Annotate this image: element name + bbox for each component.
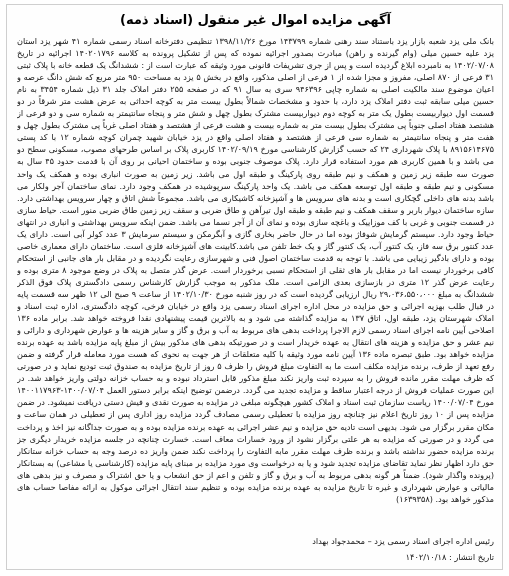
date-row (17, 551, 494, 563)
signature-row (17, 535, 494, 547)
notice-title: آگهی مزایده اموال غیر منقول (اسناد ذمه) (120, 13, 391, 28)
signature: رئیس اداره اجرای اسناد رسمی یزد – محمدجواد بهداد (312, 536, 494, 546)
publish-date: تاریخ انتشار : ۱۴۰۲/۱۰/۱۸ (405, 552, 494, 562)
notice-body: بانک ملی یزد شعبه بازار یزد باستناد سند رهنی شماره ۱۴۳۷۹۹ مورخ ۱۳۹۸/۱۱/۲۶ تنظیمی دفترخانه اسناد رسمی شماره ۴۱ شهر یزد استان یزد علیه حسین میلی (وام گیرنده و راهن) مبادرت بصدور اجرائیه نموده که پس از تشکیل پرونده به کلاسه ۱۴۰۲۰۱۷۹۶ اجرائیه در تاریخ ۱۴۰۲/۰۷/۰۸ به نامبرده ابلاغ گردیده است و پس از جری تشریفات قانونی مورد وثیقه که عبارت است از : ششدانگ یک قطعه خانه با پلاک ثبتی ۳۱ فرعی از ۸۷۰ اصلی، مفروز و مجزا شده از ۱ فرعی از اصلی مذکور، واقع در بخش ۵ یزد به مساحت ۹۵۰ متر مربع که شش دانگ عرصه و اعیان موضوع سند مالکیت اصلی به شماره چاپی ۹۴۶۳۹۶ سری به سال ۹۱ که در صفحه ۲۵۵ دفتر املاک جلد ۳۱ ذیل شماره ۳۴۵۴ به نام حسین میلی سابقه ثبت دفتر املاک یزد دارد، با حدود و مشخصات شمالاً بطول بیست متر به کوچه احداثی به عرض هشت متر شرقاً در دو قسمت اول دیواربیست بطول یک متر به کوچه دوم دیواربیست مشترک بطول چهل و شش متر و پنجاه سانتیمتر به شماره سی و دو فرعی از هشتصد هفتاد اصلی جنوباً پی مشترک بطول بیست متر به شماره بیست و هشت فرعی از هشتصد و هفتاد اصلی غرباً پی مشترک بطول چهل و هفت متر و پنجاه سانتیمتر به شماره سی فرعی از هشتصد و هفتاد اصلی واقع در یزد خیابان شهید چمران کوچه شماره ۱۲ با کد پستی ۸۹۱۵۶۱۴۶۷۵ با پلاک شهرداری ۲۴ که حسب گزارش کارشناسی مورخ ۱۴۰۲/۰۹/۱۹ کاربری پلاک بر اساس طرحهای مصوب، مسکونی سطح دو می باشد و با همین کاربری هم مورد استفاده قرار دارد. پلاک موصوف جنوبی بوده و ساختمان احیانی بر روی آن با قدمت حدود ۴۵ سال به صورت سه طبقه زیر زمین و همکف و نیم طبقه روی پارکینگ و طبقه اول می باشد. زیر زمین به صورت انباری بوده و همکف یک واحد مسکونی و نیم طبقه و طبقه اول توسعه همکف می باشد. یک واحد پارکینگ سرپوشیده در همکف وجود دارد. نمای ساختمان آجر ولکار می باشد بدنه های داخلی گچکاری است و بدنه های سرویس ها و آشپزخانه کاشیکاری می باشد. مجموعاً شش اتاق و چهار سرویس بهداشتی دارد. سازه ساختمان دیوار باربر و سقف همکف و نیم طبقه و طبقه اول تیرآهن و طاق ضربی و سقف زیر زمین طاق ضربی منور است. حیاط سازی در قسمت جنوبی و غربی با کف موزاییک و باغچه سازی بوده و نمای آن از آجر نسما می باشد. ضمن اینکه سرویس بهداشتی و انباری در انتهای حیاط وجود دارد. سیستم گرمایش شوفاژ بوده اما در حال حاضر بخاری گازی و آبگرمکن و سیستم سرمایش ۳ عدد کولر آبی است. دارای یک عدد کنتور برق سه فاز، یک کنتور آب، یک کنتور گاز و یک خط تلفن می باشد.کابینت های آشپزخانه فلزی است. ساختمان دارای معماری خاصی بوده و دارای بادگیر زیبایی می باشد. با توجه به قدمت ساختمان اصول فنی و شهرسازی رعایت نگردیده و در مقابل بار های جانبی از استحکام کافی برخوردار نیست اما در مقابل بار های ثقلی از استحکام نسبی برخوردار است. عرض گذر متصل به پلاک در وضع موجود ۸ متری بوده و رعایت عرض گذر ۱۲ متری در بازسازی بعدی الزامی است. ملک مذکور به موجب گزارش کارشناس رسمی دادگستری پلاک فوق الذکر ششدانگ به مبلغ ۲۹،۰۳۶،۵۵۰،۰۰۰ ریال ارزیابی گردیده است که در روز شنبه مورخ ۱۴۰۲/۱۰/۳۰ از ساعت ۹ صبح الی ۱۲ ظهر سه قسمت پایه در قبال طلب بهزیه اجرائی و حق مزایده در محل اداره اجرای اسناد رسمی یزد واقع در خیابان فرخی، کوچه دادگستری، اداره ثبت اسناد و املاک شهرستان یزد، طبقه اول، اتاق ۱۳۷ به مزایده گذاشته می شود و به بالاترین قیمت پیشنهادی نقدا فروخته خواهد شد. برابر ماده ۱۳۶ اصلاحی آیین نامه اجرای اسناد رسمی لازم الاجرا پرداخت بدهی های مربوط به آب و برق و گاز و سایر هزینه ها و عوارض شهرداری و دارائی و نیم عشر و حق مزایده و هزینه های انتقال به عهده خریدار است و در صورتیکه بدهی های مذکور بیش از مبلغ پایه مزایده باشد به عهده برنده مزایده خواهد بود. طبق تبصره ماده ۱۳۶ آیین نامه مورد وثیقه با کلیه متعلقات از هر جهت به نحوی که هست مورد معامله قرار گرفته و ضمن رفع تعهد از طرف، برنده مزایده مکلف است ما به التفاوت مبلغ فروش را ظرف ۵ روز از تاریخ مزایده به صندوق ثبت تودیع نماید و در صورتی که ظرف مهلت مقرر مانده فروش را به سپرده ثبت واریز نکند مبلغ مذکور قابل استرداد نبوده و به حساب خزانه دولتی واریز خواهد شد. در این صورت عملیات فروش از درجه اعتبار ساقط و مزایده تجدید می گردد. درضمن توضیح اینکه برابر دستور العمل ۱۴۰۰/۰۷/۰۴-۱۴۰۰۱۱۷۹۶۳ مورخ ۱۴۰۰/۰۷/۰۴ ریاست سازمان ثبت اسناد و املاک کشور هیچگونه مبلغی در مزایده به صورت نقدی و فیش دستی دریافت نمیشود. در ضمن مزایده پس از ۱۰ روز تاریخ اعلام نیز چنانچه روز مزایده با تعطیلی رسمی مصادف گردد مزایده روز اداری پس از تعطیلی در همان ساعت و مکان مقرر برگزار می شود. بدیهی است تادیه حق مزایده و نیم عشر اجرائی به عهده برنده مزایده بوده و به صورت جداگانه نیز اخذ و پرداخت می گردد و در صورتی که مزایده به هر علتی برگزار نشود از ورود خسارات معاف است. خسارت چنانچه در جلسه مزایده خریدار دیگری جز برنده مزایده حضور نداشته باشد و برنده ظرف مهلت مقرر مابه التفاوت را پرداخت نکند ضمن واریز ده درصد وجه به حساب خزانه ستانکار حق دارد اظهار نظر نماید تقاضای مزایده تجدید شود و یا به درخواست وی مورد مزایده بر مبنای پایه مزایده (کارشناسی یا مشاعی) به بستانکار (پرونده واگذار شود). ضمناً هر گونه بدهی مربوط به آب و برق و گاز و تلفن و اعم از حق انشعاب و یا حق اشتراک و مصرف و نیز بدهی های مالیاتی و عوارض شهرداری و غیره تا تاریخ مزایده به عهده برنده مزایده بوده و تنظیم سند انتقال اجرائی موکول به ارائه مفاصا حساب های مذکور خواهد بود. (۱۶۳۹۳۵۸) (17, 36, 494, 504)
auction-notice (6, 4, 503, 570)
